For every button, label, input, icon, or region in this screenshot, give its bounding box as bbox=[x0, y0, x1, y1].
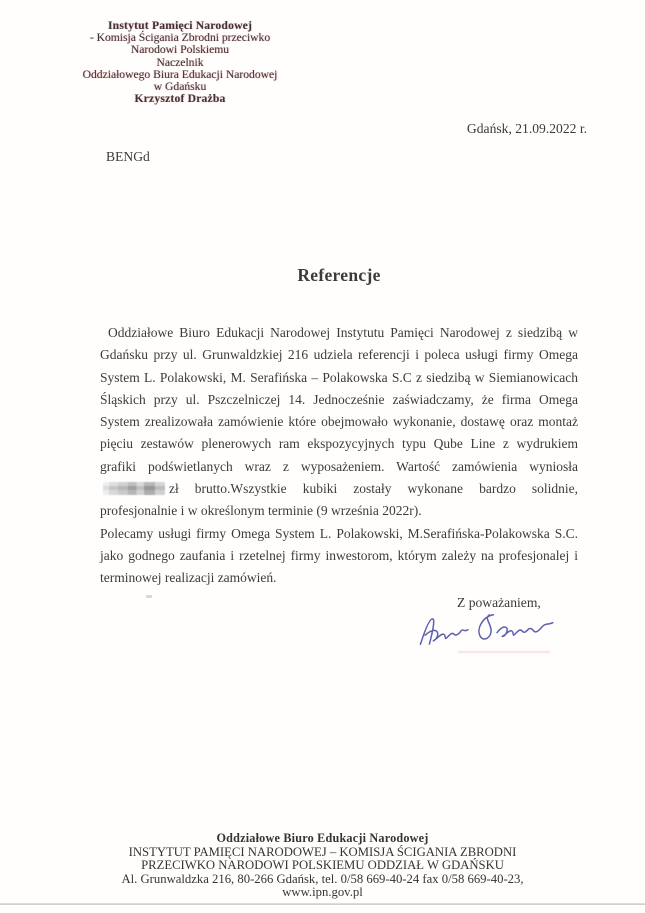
footer-institution-line: PRZECIWKO NARODOWI POLSKIEMU ODDZIAŁ W GDAŃSKU bbox=[141, 858, 504, 873]
letterhead-position: Naczelnik bbox=[156, 55, 204, 69]
footer-office-name: Oddziałowe Biuro Edukacji Narodowej bbox=[216, 831, 429, 845]
reference-code: BENGd bbox=[106, 149, 150, 164]
scan-edge-line bbox=[0, 903, 645, 905]
scan-artifact-smudge bbox=[458, 651, 550, 653]
letterhead-line: Oddziałowego Biura Edukacji Narodowej bbox=[82, 67, 278, 81]
letterhead-line: - Komisja Ścigania Zbrodni przeciwko bbox=[89, 31, 271, 45]
letterhead-signatory-name: Krzysztof Drażba bbox=[134, 92, 226, 106]
signature-stroke bbox=[478, 613, 553, 639]
letterhead-institution: Instytut Pamięci Narodowej bbox=[107, 19, 253, 32]
footer-block bbox=[0, 832, 645, 900]
letter-body bbox=[100, 322, 578, 590]
redacted-amount-blur bbox=[103, 482, 165, 495]
closing-salutation: Z poważaniem, bbox=[457, 595, 541, 610]
scan-artifact-dot bbox=[146, 595, 152, 598]
date-line: Gdańsk, 21.09.2022 r. bbox=[466, 121, 587, 136]
letterhead-line: w Gdańsku bbox=[153, 80, 207, 94]
footer-website: www.ipn.gov.pl bbox=[282, 885, 363, 900]
paragraph-1-after-redaction: zł brutto.Wszystkie kubiki zostały wykonane bardzo solidnie, profesjonalnie i w określonym terminie (9 września 2022r). bbox=[100, 481, 578, 519]
paragraph-2: Polecamy usługi firmy Omega System L. Polakowski, M.Serafińska-Polakowska S.C. jako godnego zaufania i rzetelnej firmy inwestorom, którym zależy na profesjonalej i terminowej realizacji zamówień. bbox=[100, 525, 578, 586]
footer-institution-line: INSTYTUT PAMIĘCI NARODOWEJ – KOMISJA ŚCIGANIA ZBRODNI bbox=[128, 844, 517, 859]
document-title: Referencje bbox=[297, 265, 381, 285]
paragraph-1 bbox=[100, 322, 578, 523]
letterhead bbox=[40, 20, 320, 105]
letterhead-line: Narodowi Polskiemu bbox=[130, 43, 230, 57]
footer-address-line: Al. Grunwaldzka 216, 80-266 Gdańsk, tel. 0/58 669-40-24 fax 0/58 669-40-23, bbox=[121, 871, 524, 886]
signature-stroke bbox=[420, 618, 469, 645]
paragraph-1-before-redaction: Oddziałowe Biuro Edukacji Narodowej Instytutu Pamięci Narodowej z siedzibą w Gdańsku przy ul. Grunwaldzkiej 216 udziela referencji i poleca usługi firmy Omega System L. Polakowski, M. Serafińska – Polakowska S.C z siedzibą w Siemianowicach Śląskich przy ul. Pszczelniczej 14. Jednocześnie zaświadczamy, że firma Omega System zrealizowała zamówienie które obejmowało wykonanie, dostawę oraz montaż pięciu zestawów plenerowych ram ekspozycyjnych typu Qube Line z wydrukiem grafiki podświetlanych wraz z wyposażeniem. Wartość zamówienia wyniosła bbox=[100, 325, 578, 474]
